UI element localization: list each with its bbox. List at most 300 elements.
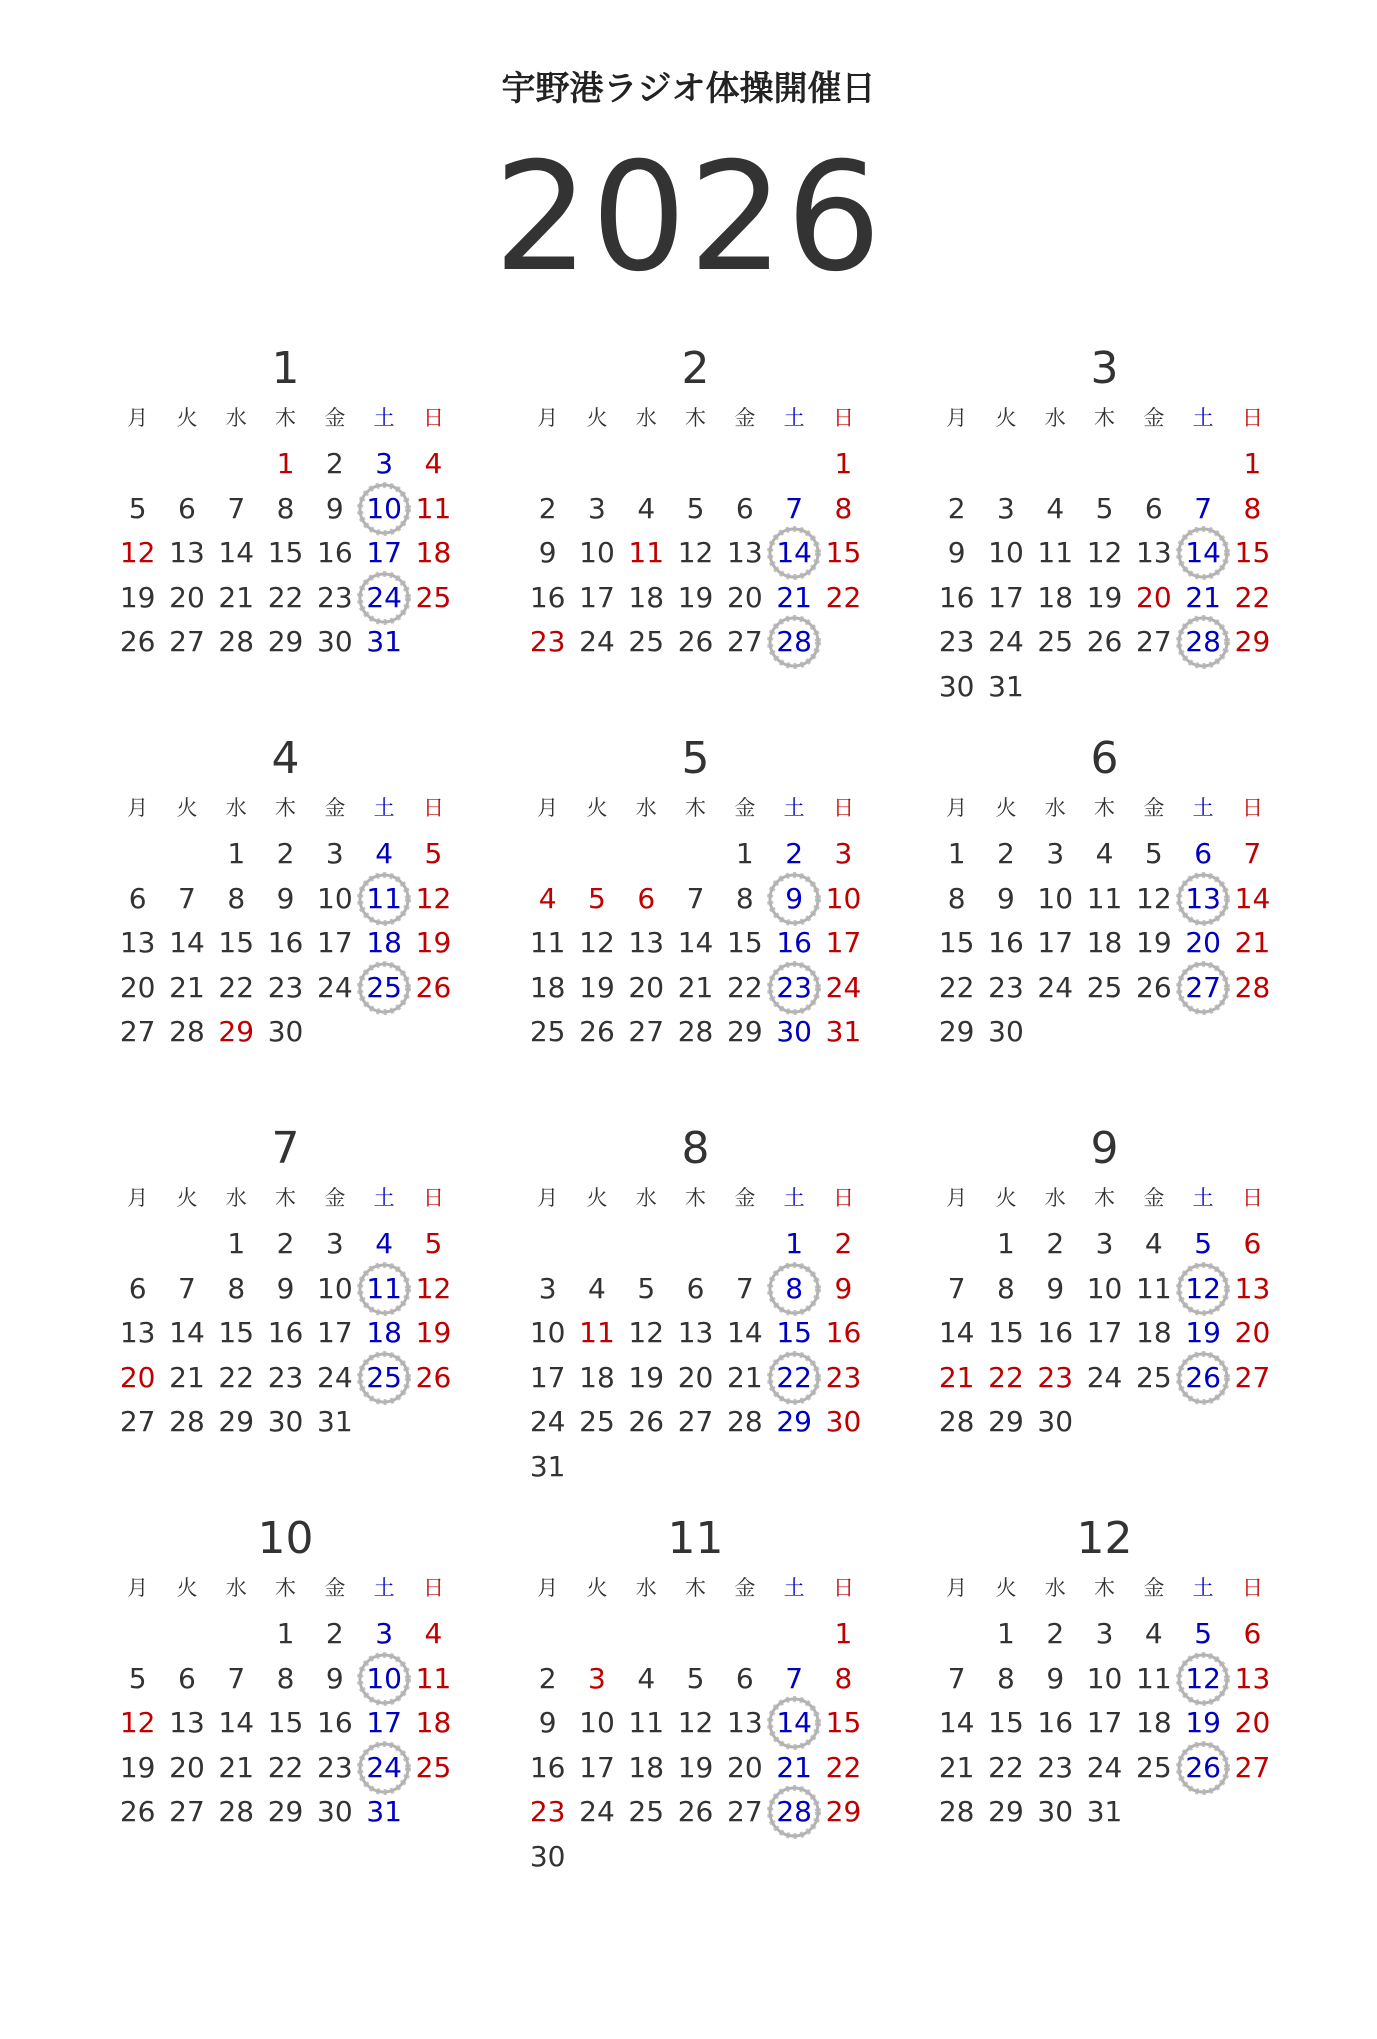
day-number: 20: [169, 1750, 205, 1784]
month-number: 5: [681, 733, 710, 784]
day-number: 28: [218, 625, 255, 658]
calendar-day: [409, 921, 458, 965]
event-day: [1179, 531, 1228, 575]
weekday-header: 木: [275, 796, 297, 820]
calendar-day: [1080, 966, 1129, 1010]
day-number: 19: [1136, 926, 1172, 959]
day-number: 23: [988, 970, 1024, 1004]
calendar-day: [932, 1657, 981, 1701]
day-number: 18: [1136, 1706, 1172, 1739]
month-block: [932, 733, 1277, 1093]
calendar-day: [360, 1222, 409, 1266]
event-day: [360, 877, 409, 921]
calendar-day: [409, 1356, 458, 1400]
calendar-day: [720, 1356, 769, 1400]
calendar-day: [409, 966, 458, 1010]
calendar-day: [1179, 921, 1228, 965]
day-number: 5: [128, 1661, 147, 1695]
day-number: 3: [375, 447, 394, 480]
day-number: 4: [424, 1617, 443, 1650]
calendar-day: [1179, 1701, 1228, 1745]
day-number: 3: [1095, 1227, 1114, 1260]
weekday-header: 水: [225, 406, 247, 430]
calendar-day: [261, 1222, 310, 1266]
day-number: 24: [317, 1360, 353, 1394]
weekday-header: 日: [422, 1576, 444, 1600]
calendar-day: [819, 576, 868, 620]
day-number: 27: [1234, 1750, 1271, 1784]
day-number: 18: [628, 1750, 665, 1784]
calendar-day: [572, 966, 621, 1010]
calendar-day: [162, 1790, 211, 1834]
weekday-header: 木: [685, 406, 707, 430]
day-number: 23: [529, 625, 566, 658]
weekday-header: 金: [734, 1186, 756, 1210]
day-number: 8: [834, 1661, 853, 1695]
page-title: 宇野港ラジオ体操開催日: [501, 69, 876, 109]
calendar-day: [1228, 620, 1277, 664]
calendar-day: [1080, 1701, 1129, 1745]
calendar-day: [622, 1790, 671, 1834]
calendar-day: [409, 576, 458, 620]
calendar-day: [113, 1311, 162, 1355]
day-number: 21: [169, 1360, 205, 1394]
day-number: 27: [727, 625, 763, 658]
calendar-day: [572, 487, 621, 531]
calendar-day: [819, 442, 868, 486]
weekday-header: 水: [1044, 1576, 1066, 1600]
day-number: 14: [218, 536, 255, 569]
calendar-day: [310, 620, 359, 664]
day-number: 19: [119, 580, 156, 614]
weekday-header: 水: [635, 1576, 657, 1600]
day-number: 26: [579, 1015, 615, 1048]
calendar-day: [819, 832, 868, 876]
day-number: 20: [169, 580, 205, 614]
month-number: 7: [271, 1123, 300, 1174]
day-number: 8: [1243, 491, 1262, 525]
calendar-day: [770, 1746, 819, 1790]
calendar-day: [1179, 576, 1228, 620]
calendar-day: [819, 1222, 868, 1266]
day-number: 9: [538, 1706, 557, 1739]
event-day: [1179, 877, 1228, 921]
day-number: 24: [1086, 1360, 1123, 1394]
calendar-day: [162, 966, 211, 1010]
calendar-day: [981, 1267, 1030, 1311]
calendar-day: [1129, 877, 1178, 921]
day-number: 20: [677, 1360, 714, 1394]
calendar-day: [932, 1010, 981, 1054]
calendar-day: [819, 966, 868, 1010]
day-number: 16: [825, 1316, 862, 1349]
month-block: [113, 1513, 458, 1873]
calendar-day: [409, 531, 458, 575]
day-number: 11: [529, 926, 566, 959]
month-number: 4: [271, 733, 300, 784]
calendar-day: [310, 1400, 359, 1444]
day-number: 11: [579, 1316, 615, 1349]
day-number: 2: [325, 1617, 344, 1650]
calendar-day: [671, 1790, 720, 1834]
calendar-day: [720, 1311, 769, 1355]
weekday-header: 木: [1094, 1186, 1116, 1210]
calendar-day: [261, 1356, 310, 1400]
calendar-day: [310, 1356, 359, 1400]
weekday-header: 土: [373, 796, 395, 820]
day-number: 11: [415, 491, 452, 525]
day-number: 6: [735, 1661, 754, 1695]
month-block: [113, 733, 458, 1093]
day-number: 25: [628, 625, 665, 658]
day-number: 16: [529, 1750, 566, 1784]
day-number: 23: [776, 970, 812, 1004]
weekday-header: 金: [1143, 1186, 1165, 1210]
calendar-day: [523, 1311, 572, 1355]
weekday-header: 水: [225, 1186, 247, 1210]
calendar-day: [1031, 1746, 1080, 1790]
weekday-header: 日: [832, 1576, 854, 1600]
calendar-day: [162, 487, 211, 531]
day-number: 21: [938, 1750, 975, 1784]
day-number: 29: [267, 625, 304, 658]
event-day: [770, 1790, 819, 1834]
day-number: 27: [727, 1795, 763, 1828]
day-number: 18: [1086, 926, 1123, 959]
weekday-header: 水: [225, 1576, 247, 1600]
month-number: 8: [681, 1123, 710, 1174]
day-number: 26: [1086, 625, 1123, 658]
day-number: 23: [938, 625, 975, 658]
weekday-header: 木: [685, 1186, 707, 1210]
weekday-header: 月: [946, 1186, 968, 1210]
calendar-day: [720, 1267, 769, 1311]
day-number: 30: [776, 1015, 812, 1048]
day-number: 5: [1095, 491, 1114, 525]
calendar-day: [310, 487, 359, 531]
day-number: 9: [785, 881, 804, 915]
calendar-day: [572, 1701, 621, 1745]
calendar-day: [932, 1746, 981, 1790]
day-number: 28: [677, 1015, 714, 1048]
day-number: 31: [825, 1015, 862, 1048]
calendar-day: [819, 1701, 868, 1745]
calendar-day: [212, 921, 261, 965]
day-number: 5: [588, 881, 606, 915]
calendar-day: [671, 877, 720, 921]
calendar-day: [622, 1311, 671, 1355]
calendar-day: [770, 1400, 819, 1444]
day-number: 10: [988, 536, 1024, 569]
day-number: 21: [218, 580, 255, 614]
day-number: 30: [1037, 1795, 1074, 1828]
calendar-day: [1129, 1222, 1178, 1266]
calendar-day: [1228, 1222, 1277, 1266]
day-number: 8: [227, 1271, 246, 1305]
day-number: 2: [276, 837, 295, 870]
calendar-day: [261, 1612, 310, 1656]
day-number: 19: [579, 970, 615, 1004]
month-number: 9: [1090, 1123, 1119, 1174]
calendar-day: [819, 1010, 868, 1054]
day-number: 27: [119, 1015, 156, 1048]
day-number: 26: [1136, 970, 1172, 1004]
day-number: 10: [529, 1316, 566, 1349]
month-number: 12: [1076, 1513, 1133, 1564]
day-number: 22: [825, 580, 862, 614]
day-number: 16: [267, 926, 304, 959]
day-number: 19: [1185, 1316, 1221, 1349]
calendar-day: [981, 1612, 1030, 1656]
day-number: 31: [529, 1449, 566, 1483]
calendar-day: [572, 1010, 621, 1054]
day-number: 31: [1086, 1795, 1123, 1828]
day-number: 7: [178, 1271, 196, 1305]
day-number: 9: [834, 1271, 853, 1305]
day-number: 27: [1136, 625, 1172, 658]
day-number: 12: [579, 926, 615, 959]
calendar-day: [113, 921, 162, 965]
calendar-day: [720, 1400, 769, 1444]
day-number: 18: [415, 536, 452, 569]
day-number: 12: [677, 1706, 714, 1739]
day-number: 4: [424, 447, 443, 480]
calendar-day: [572, 576, 621, 620]
weekday-header: 土: [1192, 406, 1214, 430]
calendar-day: [409, 1612, 458, 1656]
calendar-day: [1228, 877, 1277, 921]
day-number: 19: [1086, 580, 1123, 614]
day-number: 17: [317, 1316, 353, 1349]
day-number: 22: [825, 1750, 862, 1784]
calendar-day: [1228, 1356, 1277, 1400]
calendar-day: [720, 877, 769, 921]
calendar-day: [212, 1790, 261, 1834]
day-number: 16: [776, 926, 812, 959]
day-number: 20: [1234, 1706, 1271, 1739]
day-number: 4: [538, 881, 557, 915]
day-number: 5: [686, 491, 705, 525]
day-number: 27: [1185, 970, 1221, 1004]
calendar-day: [1031, 1400, 1080, 1444]
weekday-header: 土: [1192, 796, 1214, 820]
calendar-day: [162, 1356, 211, 1400]
calendar-day: [981, 1400, 1030, 1444]
day-number: 22: [218, 1360, 255, 1394]
weekday-header: 日: [422, 1186, 444, 1210]
weekday-header: 金: [324, 406, 346, 430]
calendar-day: [819, 1267, 868, 1311]
calendar-day: [162, 1010, 211, 1054]
day-number: 16: [267, 1316, 304, 1349]
calendar-day: [622, 487, 671, 531]
calendar-day: [523, 576, 572, 620]
day-number: 22: [267, 580, 304, 614]
day-number: 9: [947, 536, 966, 569]
day-number: 11: [415, 1661, 452, 1695]
calendar-day: [1129, 1612, 1178, 1656]
calendar-day: [932, 966, 981, 1010]
day-number: 24: [1037, 970, 1074, 1004]
day-number: 28: [776, 625, 812, 658]
calendar-day: [1129, 1311, 1178, 1355]
calendar-day: [1080, 1222, 1129, 1266]
calendar-day: [261, 921, 310, 965]
day-number: 30: [988, 1015, 1024, 1048]
calendar-day: [360, 442, 409, 486]
day-number: 15: [988, 1706, 1024, 1739]
day-number: 6: [1243, 1227, 1262, 1260]
calendar-day: [720, 1790, 769, 1834]
calendar-day: [523, 1746, 572, 1790]
day-number: 12: [119, 536, 156, 569]
calendar-day: [819, 921, 868, 965]
weekday-header: 木: [275, 1186, 297, 1210]
weekday-header: 月: [537, 1186, 559, 1210]
calendar-day: [523, 1445, 572, 1489]
calendar-day: [770, 487, 819, 531]
weekday-header: 土: [373, 406, 395, 430]
calendar-day: [261, 1746, 310, 1790]
calendar-day: [981, 1657, 1030, 1701]
calendar-day: [310, 1311, 359, 1355]
weekday-header: 日: [1241, 1576, 1263, 1600]
day-number: 12: [119, 1706, 156, 1739]
calendar-day: [261, 1010, 310, 1054]
weekday-header: 火: [176, 1576, 198, 1600]
calendar-day: [981, 1790, 1030, 1834]
calendar-day: [360, 1790, 409, 1834]
calendar-day: [1228, 531, 1277, 575]
calendar-day: [212, 1267, 261, 1311]
calendar-day: [1080, 1356, 1129, 1400]
day-number: 22: [988, 1360, 1024, 1394]
calendar-day: [932, 1701, 981, 1745]
day-number: 19: [1185, 1706, 1221, 1739]
day-number: 29: [988, 1405, 1024, 1438]
calendar-day: [310, 1267, 359, 1311]
calendar-day: [981, 1010, 1030, 1054]
day-number: 22: [776, 1360, 812, 1394]
day-number: 25: [366, 1360, 402, 1394]
weekday-header: 日: [832, 406, 854, 430]
day-number: 5: [1194, 1617, 1213, 1650]
day-number: 17: [1086, 1706, 1123, 1739]
day-number: 10: [1086, 1661, 1123, 1695]
day-number: 4: [637, 491, 656, 525]
day-number: 7: [785, 491, 804, 525]
event-day: [360, 1746, 409, 1790]
day-number: 2: [538, 491, 557, 525]
day-number: 28: [169, 1015, 205, 1048]
weekday-header: 火: [176, 406, 198, 430]
month-number: 3: [1090, 343, 1119, 394]
day-number: 1: [735, 837, 754, 870]
day-number: 7: [686, 881, 705, 915]
day-number: 17: [1037, 926, 1074, 959]
calendar-day: [212, 1356, 261, 1400]
calendar-day: [1031, 1311, 1080, 1355]
day-number: 8: [735, 881, 754, 915]
calendar-day: [523, 877, 572, 921]
day-number: 17: [579, 1750, 615, 1784]
calendar-day: [310, 877, 359, 921]
day-number: 10: [579, 1706, 615, 1739]
calendar-day: [261, 1790, 310, 1834]
day-number: 5: [1194, 1227, 1213, 1260]
day-number: 20: [628, 970, 665, 1004]
calendar-day: [981, 1356, 1030, 1400]
calendar-day: [720, 966, 769, 1010]
weekday-header: 火: [995, 796, 1017, 820]
event-day: [360, 1356, 409, 1400]
calendar-day: [261, 442, 310, 486]
day-number: 25: [1136, 1360, 1172, 1394]
calendar-day: [622, 1356, 671, 1400]
calendar-day: [113, 1400, 162, 1444]
day-number: 6: [178, 491, 196, 525]
calendar-day: [932, 531, 981, 575]
calendar-day: [671, 1356, 720, 1400]
day-number: 1: [227, 1227, 246, 1260]
day-number: 20: [119, 1360, 156, 1394]
calendar-day: [261, 487, 310, 531]
calendar-day: [261, 966, 310, 1010]
calendar-day: [1080, 1790, 1129, 1834]
calendar-day: [162, 1701, 211, 1745]
calendar-day: [1031, 1612, 1080, 1656]
day-number: 26: [677, 625, 714, 658]
weekday-header: 木: [1094, 406, 1116, 430]
calendar-day: [409, 1222, 458, 1266]
calendar-day: [261, 877, 310, 921]
day-number: 1: [1243, 447, 1262, 480]
calendar-day: [261, 832, 310, 876]
calendar-day: [310, 1746, 359, 1790]
event-day: [770, 877, 819, 921]
day-number: 12: [677, 536, 714, 569]
calendar-day: [360, 1612, 409, 1656]
calendar-day: [932, 576, 981, 620]
calendar-day: [1228, 1657, 1277, 1701]
calendar-day: [1031, 921, 1080, 965]
calendar-day: [671, 1311, 720, 1355]
day-number: 30: [317, 625, 353, 658]
calendar-day: [720, 1657, 769, 1701]
calendar-day: [1031, 877, 1080, 921]
calendar-day: [932, 665, 981, 709]
calendar-day: [409, 1267, 458, 1311]
event-day: [770, 1267, 819, 1311]
day-number: 30: [267, 1405, 304, 1438]
calendar-day: [1080, 531, 1129, 575]
calendar-day: [360, 1311, 409, 1355]
day-number: 16: [988, 926, 1024, 959]
day-number: 1: [227, 837, 246, 870]
calendar-day: [212, 576, 261, 620]
calendar-day: [671, 487, 720, 531]
day-number: 10: [579, 536, 615, 569]
day-number: 27: [169, 1795, 205, 1828]
calendar-day: [981, 1701, 1030, 1745]
day-number: 13: [727, 536, 763, 569]
calendar-day: [572, 1790, 621, 1834]
calendar-day: [1080, 487, 1129, 531]
calendar-day: [1031, 576, 1080, 620]
calendar-day: [1080, 1746, 1129, 1790]
day-number: 6: [1243, 1617, 1262, 1650]
weekday-header: 水: [1044, 1186, 1066, 1210]
